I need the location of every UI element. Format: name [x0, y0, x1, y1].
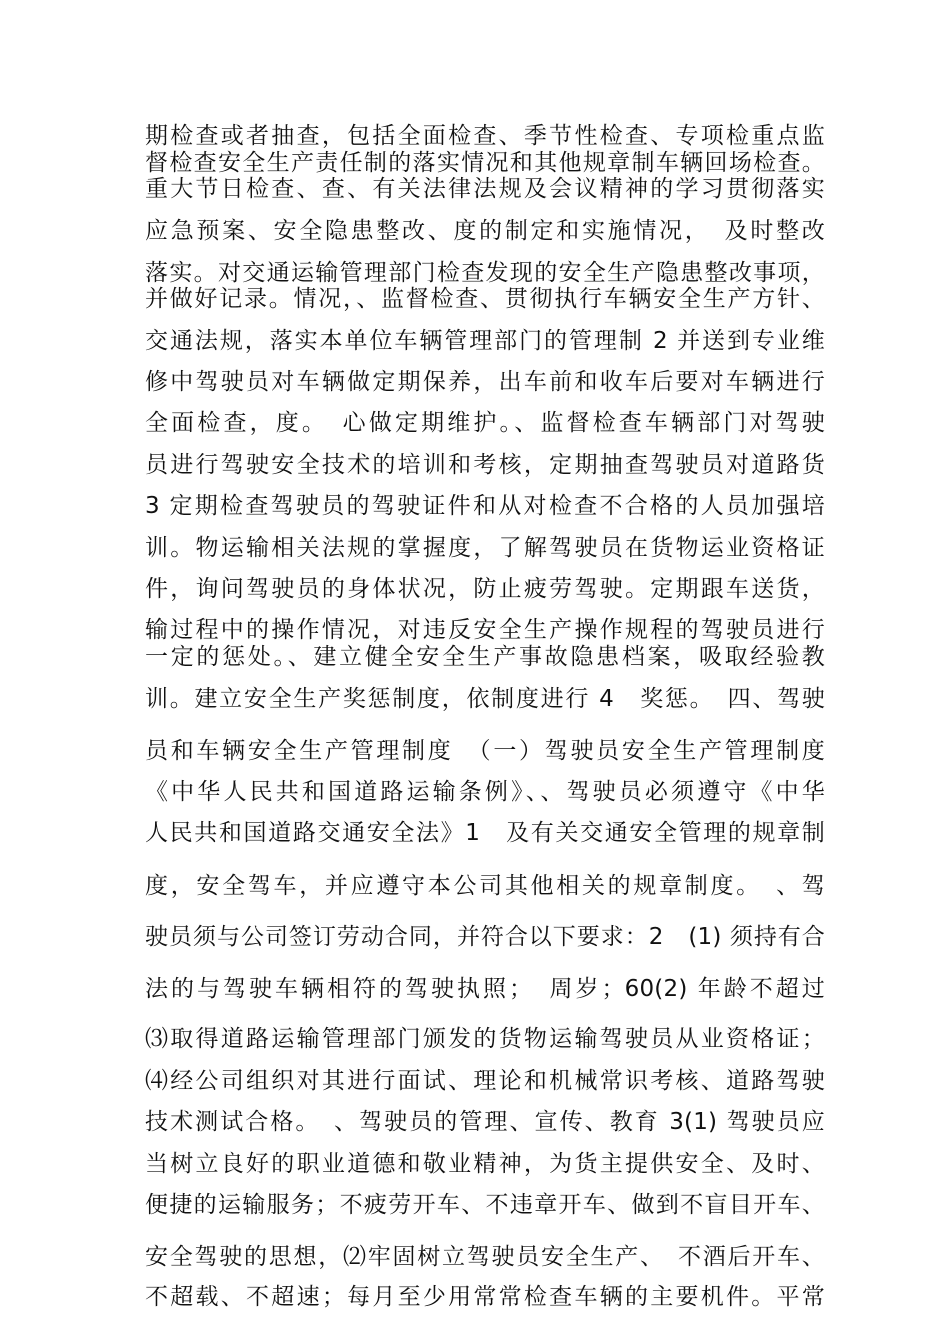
text-line: 件，询问驾驶员的身体状况，防止疲劳驾驶。定期跟车送货， [145, 576, 825, 602]
text-line: 当树立良好的职业道德和敬业精神，为货主提供安全、及时、 [145, 1151, 825, 1177]
text-line: 交通法规，落实本单位车辆管理部门的管理制 2 并送到专业维 [145, 328, 825, 354]
text-line: 应急预案、安全隐患整改、度的制定和实施情况， 及时整改 [145, 218, 825, 244]
text-line: 安全驾驶的思想，⑵牢固树立驾驶员安全生产、 不酒后开车、 [145, 1244, 825, 1270]
text-line: 驶员须与公司签订劳动合同，并符合以下要求：2 (1) 须持有合 [145, 924, 825, 950]
text-line: ⑶取得道路运输管理部门颁发的货物运输驾驶员从业资格证； [145, 1026, 825, 1052]
text-line: 技术测试合格。 、驾驶员的管理、宣传、教育 3(1) 驾驶员应 [145, 1109, 825, 1135]
text-line: ⑷经公司组织对其进行面试、理论和机械常识考核、道路驾驶 [145, 1068, 825, 1094]
text-line: 度，安全驾车，并应遵守本公司其他相关的规章制度。 、驾 [145, 873, 825, 899]
text-line: 员和车辆安全生产管理制度 （一）驾驶员安全生产管理制度 [145, 738, 825, 764]
text-line: 重大节日检查、查、有关法律法规及会议精神的学习贯彻落实 [145, 176, 825, 202]
text-line: 法的与驾驶车辆相符的驾驶执照； 周岁；60(2) 年龄不超过 [145, 976, 825, 1002]
text-line: 便捷的运输服务；不疲劳开车、不违章开车、做到不盲目开车、 [145, 1192, 825, 1218]
text-line: 员进行驾驶安全技术的培训和考核，定期抽查驾驶员对道路货 [145, 452, 825, 478]
text-line: 落实。对交通运输管理部门检查发现的安全生产隐患整改事项， [145, 260, 825, 286]
text-line: 督检查安全生产责任制的落实情况和其他规章制车辆回场检查。 [145, 150, 825, 176]
text-line: 期检查或者抽查，包括全面检查、季节性检查、专项检重点监 [145, 123, 825, 149]
text-line: 不超载、不超速；每月至少用常常检查车辆的主要机件。平常 [145, 1284, 825, 1310]
text-line: 一定的惩处。、建立健全安全生产事故隐患档案，吸取经验教 [145, 644, 825, 670]
text-line: 训。建立安全生产奖惩制度，依制度进行 4 奖惩。 四、驾驶 [145, 686, 825, 712]
text-line: 3 定期检查驾驶员的驾驶证件和从对检查不合格的人员加强培 [145, 493, 825, 519]
text-line: 人民共和国道路交通安全法》1 及有关交通安全管理的规章制 [145, 820, 825, 846]
text-line: 输过程中的操作情况，对违反安全生产操作规程的驾驶员进行 [145, 617, 825, 643]
text-line: 并做好记录。情况，、监督检查、贯彻执行车辆安全生产方针、 [145, 286, 825, 312]
text-line: 全面检查，度。 心做定期维护。、监督检查车辆部门对驾驶 [145, 410, 825, 436]
text-line: 训。物运输相关法规的掌握度，了解驾驶员在货物运业资格证 [145, 535, 825, 561]
text-line: 《中华人民共和国道路运输条例》、、驾驶员必须遵守《中华 [145, 779, 825, 805]
text-line: 修中驾驶员对车辆做定期保养，出车前和收车后要对车辆进行 [145, 369, 825, 395]
